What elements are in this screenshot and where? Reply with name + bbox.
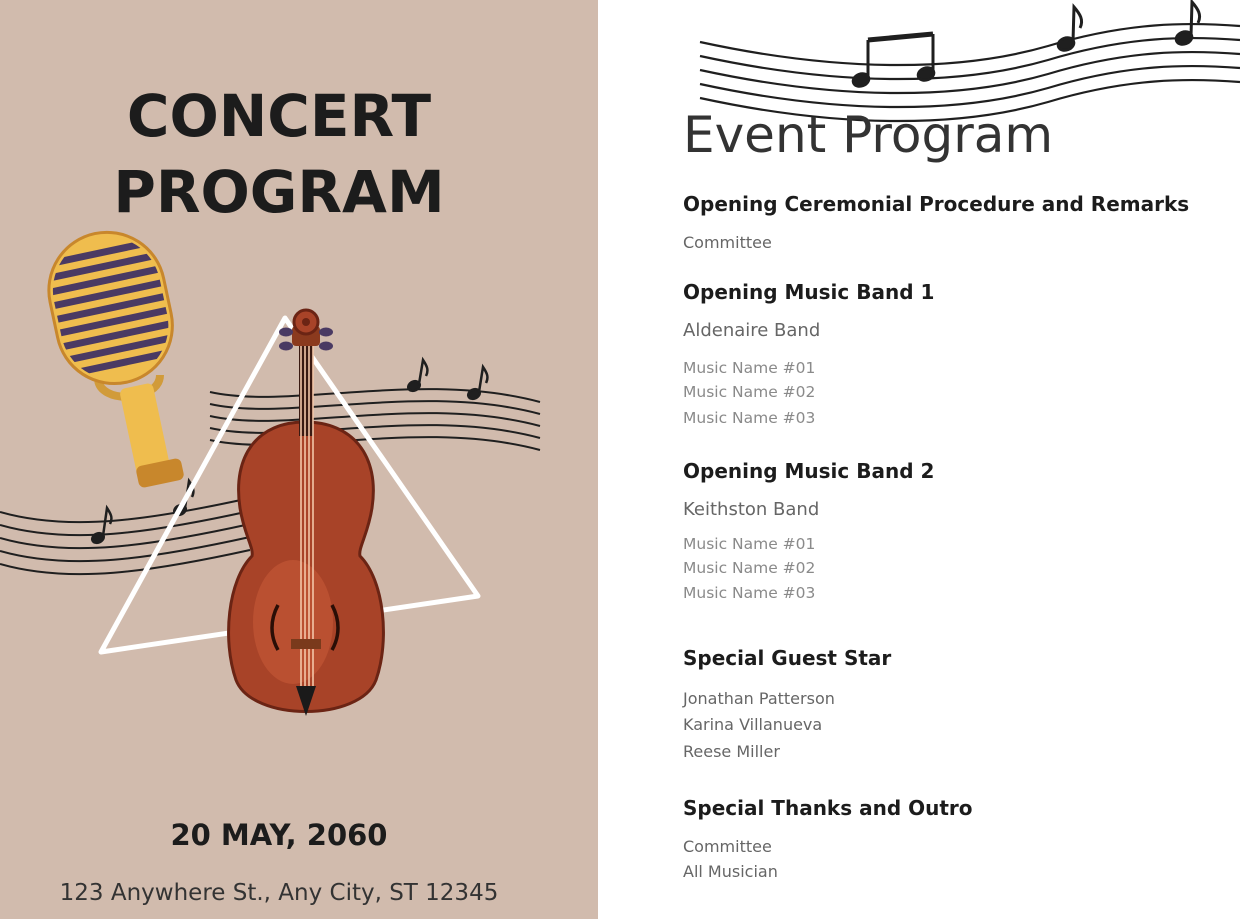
microphone-icon xyxy=(26,219,195,489)
cover-title-line1: CONCERT xyxy=(126,82,432,150)
song-item: Music Name #03 xyxy=(683,409,816,427)
guest-name: Jonathan Patterson xyxy=(683,689,835,708)
section-title: Opening Music Band 2 xyxy=(683,459,935,483)
cover-illustration xyxy=(0,0,598,800)
section-title: Opening Music Band 1 xyxy=(683,280,935,304)
band-name: Keithston Band xyxy=(683,499,820,520)
cover-title-line2: PROGRAM xyxy=(113,158,445,226)
song-item: Music Name #01 xyxy=(683,535,816,553)
section-title: Special Thanks and Outro xyxy=(683,796,973,820)
section-title: Opening Ceremonial Procedure and Remarks xyxy=(683,192,1190,216)
program-heading: Event Program xyxy=(683,106,1054,164)
song-item: Music Name #02 xyxy=(683,559,816,577)
section-line: All Musician xyxy=(683,862,778,881)
section-line: Committee xyxy=(683,233,772,252)
event-date: 20 MAY, 2060 xyxy=(170,818,388,852)
section-line: Committee xyxy=(683,837,772,856)
song-item: Music Name #02 xyxy=(683,383,816,401)
band-name: Aldenaire Band xyxy=(683,320,821,341)
cello-icon xyxy=(229,310,384,716)
guest-name: Karina Villanueva xyxy=(683,715,823,734)
music-staff-icon xyxy=(0,498,250,574)
song-item: Music Name #01 xyxy=(683,359,816,377)
guest-name: Reese Miller xyxy=(683,742,780,761)
cover-panel xyxy=(0,0,598,919)
section-title: Special Guest Star xyxy=(683,646,892,670)
program-panel xyxy=(598,0,1240,919)
event-address: 123 Anywhere St., Any City, ST 12345 xyxy=(59,880,499,906)
song-item: Music Name #03 xyxy=(683,584,816,602)
music-note-icon xyxy=(851,2,1199,88)
